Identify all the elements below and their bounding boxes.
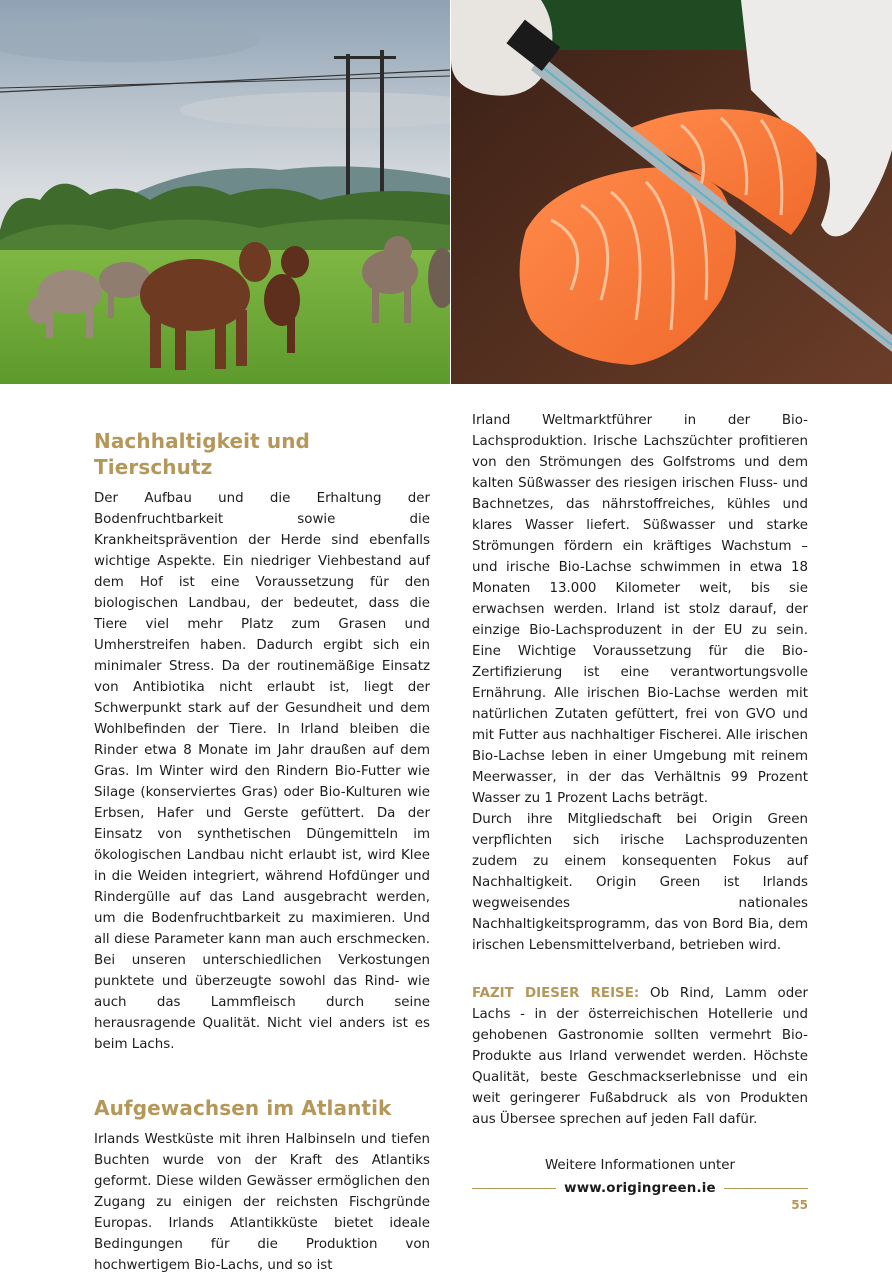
page-number: 55	[791, 1198, 808, 1212]
section-heading-atlantic: Aufgewachsen im Atlantik	[94, 1096, 392, 1120]
divider-right	[724, 1188, 808, 1189]
origin-green-link[interactable]: www.origingreen.ie	[564, 1181, 716, 1196]
more-info-label: Weitere Informationen unter	[544, 1158, 736, 1173]
section-body-origin-green: Durch ihre Mitgliedschaft bei Origin Green verpflichten sich irische Lachsproduzenten zudem zu einem konsequenten Fokus auf Nachhaltigkeit. Origin Green ist Irlands wegweisendes nationales Nachhaltigkeitsprogramm, das von Bord Bia, dem irischen Lebensmittelverband, betrieben wird.	[472, 812, 808, 953]
salmon-photo	[451, 0, 892, 384]
section-body-sustainability: Der Aufbau und die Erhaltung der Bodenfruchtbarkeit sowie die Krankheitsprävention der Herde sind ebenfalls wichtige Aspekte. Ein niedriger Viehbestand auf dem Hof ist eine Voraussetzung für den biologischen Landbau, der bedeutet, dass die Tiere viel mehr Platz zum Grasen und Umherstreifen haben. Dadurch ergibt sich ein minimaler Stress. Da der routinemäßige Einsatz von Antibiotika nicht erlaubt ist, liegt der Schwerpunkt stark auf der Gesundheit und dem Wohlbefinden der Tiere. In Irland bleiben die Rinder etwa 8 Monate im Jahr draußen auf dem Gras. Im Winter wird den Rindern Bio-Futter wie Silage (konserviertes Gras) oder Bio-Kulturen wie Erbsen, Hafer und Gerste gefüttert. Da der Einsatz von synthetischen Düngemitteln im ökologischen Landbau nicht erlaubt ist, wird Klee in die Weiden integriert, während Hofdünger und Rindergülle auf das Land ausgebracht werden, um die Bodenfruchtbarkeit zu maximieren. Und all diese Parameter kann man auch erschmecken. Bei unseren unterschiedlichen Verkostungen punktete und überzeugte sowohl das Rind- wie auch das Lammfleisch durch seine herausragende Qualität. Nicht viel anders ist es beim Lachs.	[94, 491, 430, 1052]
section-heading-sustainability: Nachhaltigkeit und Tierschutz	[94, 429, 310, 479]
cattle-photo	[0, 0, 450, 384]
fazit-label: FAZIT DIESER REISE:	[472, 986, 640, 1001]
url-row	[472, 1178, 808, 1199]
fazit-paragraph	[472, 983, 808, 1130]
section-body-atlantic-part2: Irland Weltmarktführer in der Bio-Lachsproduktion. Irische Lachszüchter profitieren von den Strömungen des Golfstroms und dem kalten Süßwasser des riesigen irischen Fluss- und Bachnetzes, das nährstoffreiches, kühles und klares Wasser liefert. Süßwasser und starke Strömungen fördern ein kräftiges Wachstum – und irische Bio-Lachse schwimmen in etwa 18 Monaten 13.000 Kilometer weit, bis sie erwachsen werden. Irland ist stolz darauf, der einzige Bio-Lachsproduzent in der EU zu sein. Eine Wichtige Voraussetzung für die Bio-Zertifizierung ist eine verantwortungsvolle Ernährung. Alle irischen Bio-Lachse werden mit natürlichen Zutaten gefüttert, frei von GVO und mit Futter aus nachhaltiger Fischerei. Alle irischen Bio-Lachse leben in einer Umgebung mit reinem Meerwasser, in der das Verhältnis 99 Prozent Wasser zu 1 Prozent Lachs beträgt.	[472, 413, 808, 806]
fazit-text: Ob Rind, Lamm oder Lachs - in der österreichischen Hotellerie und gehobenen Gastronomie sollten vermehrt Bio-Produkte aus Irland verwendet werden. Höchste Qualität, beste Geschmackserlebnisse und ein weit geringerer Fußabdruck als von Produkten aus Übersee sprechen auf jeden Fall dafür.	[472, 986, 808, 1127]
left-column	[94, 410, 430, 1276]
cattle-illustration	[0, 0, 450, 384]
salmon-illustration	[451, 0, 892, 384]
section-body-atlantic-part1: Irlands Westküste mit ihren Halbinseln und tiefen Buchten wurde von der Kraft des Atlantiks geformt. Diese wilden Gewässer ermöglichen den Zugang zu einigen der reichsten Fischgründe Europas. Irlands Atlantikküste bietet ideale Bedingungen für die Produktion von hochwertigem Bio-Lachs, und so ist	[94, 1132, 430, 1273]
right-column	[472, 410, 808, 1199]
more-info-block	[472, 1155, 808, 1199]
divider-left	[472, 1188, 556, 1189]
